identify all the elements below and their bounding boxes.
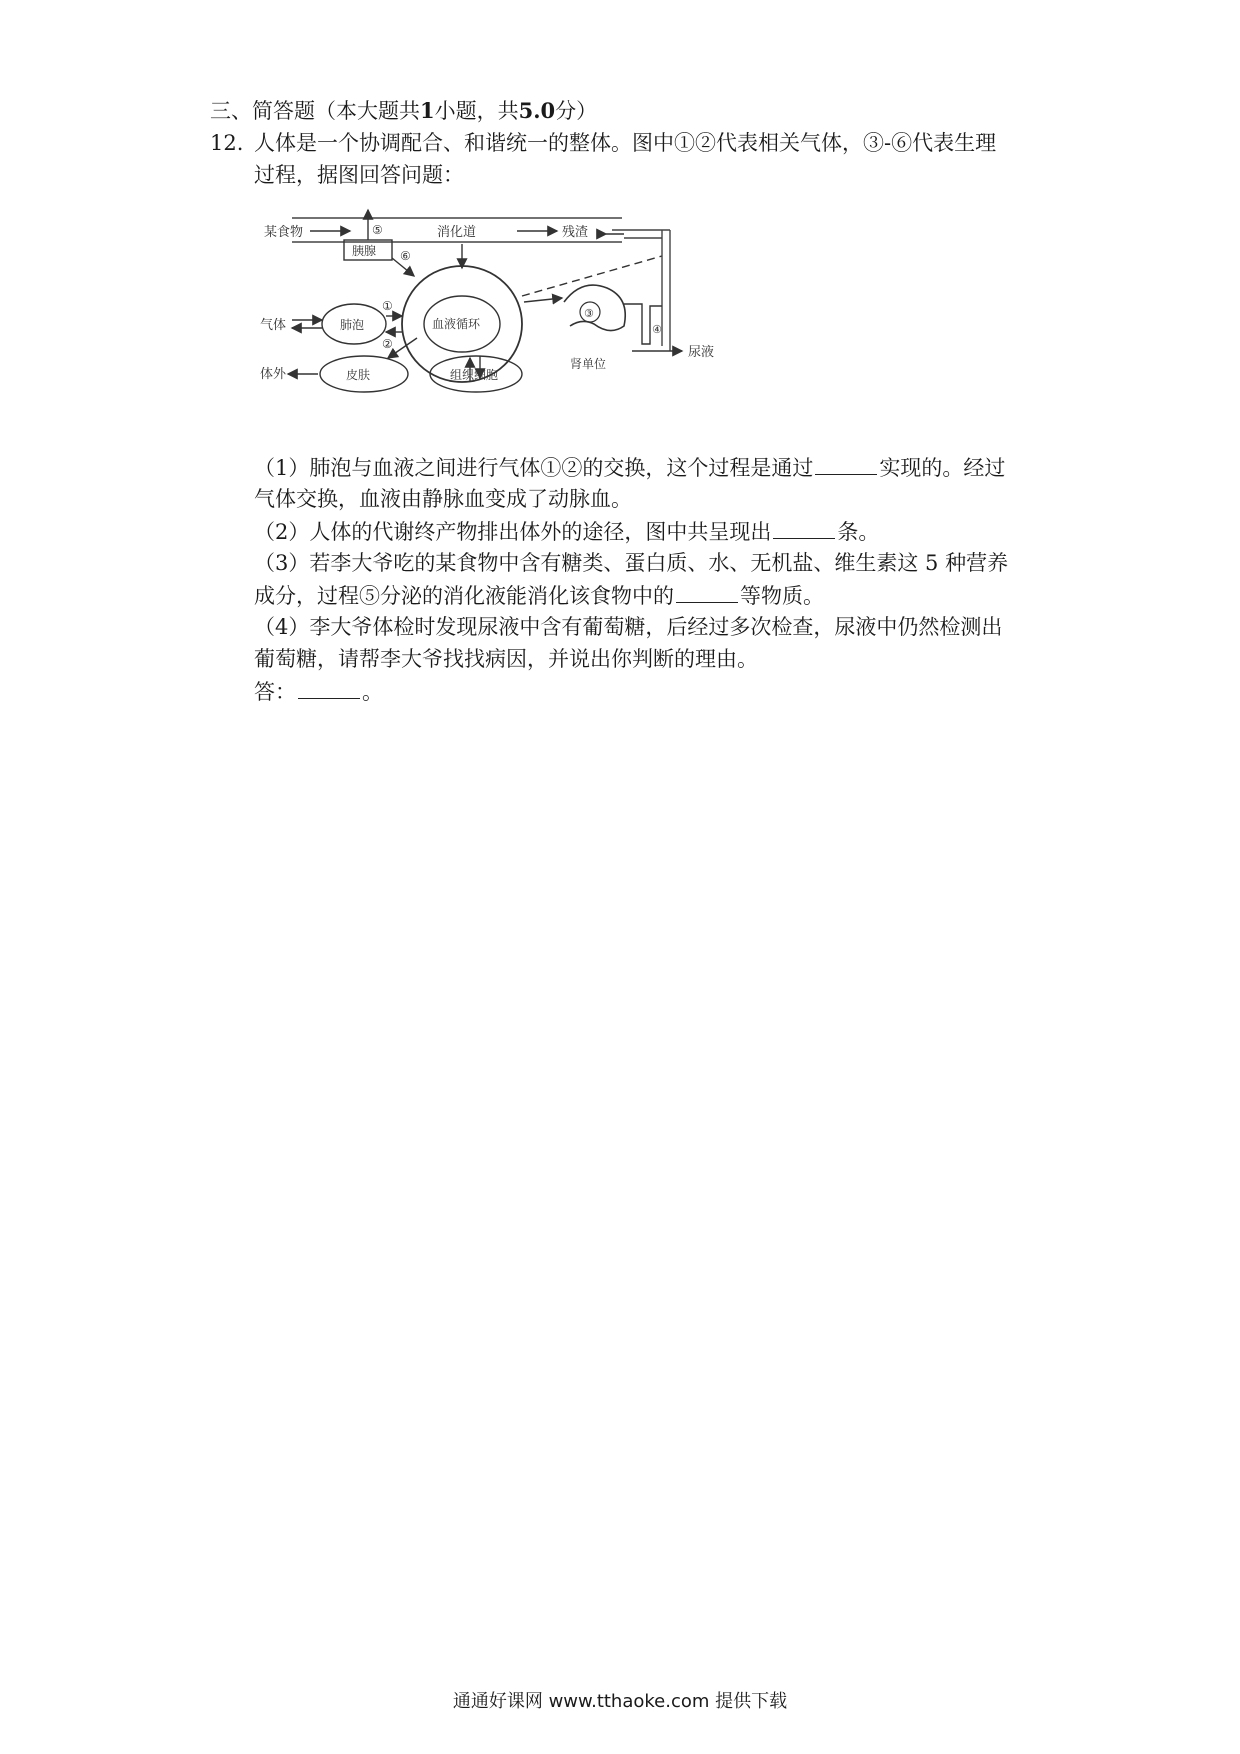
- question-stem-line1: 人体是一个协调配合、和谐统一的整体。图中①②代表相关气体，③-⑥代表生理: [254, 131, 997, 155]
- q1-text-c: 气体交换，血液由静脉血变成了动脉血。: [254, 487, 632, 511]
- section-prefix: 三、简答题（本大题共: [210, 99, 420, 123]
- label-food: 某食物: [264, 225, 304, 240]
- subquestion-4: （4）李大爷体检时发现尿液中含有葡萄糖，后经过多次检查，尿液中仍然检测出: [254, 615, 1003, 639]
- question-stem-line2: 过程，据图回答问题：: [254, 163, 464, 187]
- label-residue: 残渣: [562, 225, 589, 240]
- subquestion-3: （3）若李大爷吃的某食物中含有糖类、蛋白质、水、无机盐、维生素这 5 种营养: [254, 551, 1009, 575]
- section-heading: [210, 96, 597, 126]
- q4-answer-blank[interactable]: [298, 676, 360, 699]
- answer-end: 。: [362, 680, 383, 704]
- label-n3: ③: [584, 307, 594, 320]
- label-n1: ①: [382, 299, 393, 313]
- q3-text-c: 等物质。: [740, 584, 824, 608]
- label-outside: 体外: [260, 367, 287, 382]
- subquestion-2: [254, 516, 879, 547]
- label-gas: 气体: [260, 318, 287, 333]
- section-suffix: 分）: [555, 99, 598, 123]
- label-digestive-tract: 消化道: [437, 225, 477, 240]
- q1-text-a: （1）肺泡与血液之间进行气体①②的交换，这个过程是通过: [254, 456, 814, 480]
- label-n5: ⑤: [372, 223, 383, 237]
- page-footer: 通通好课网 www.tthaoke.com 提供下载: [452, 1691, 788, 1712]
- section-mid: 小题，共: [434, 99, 519, 123]
- answer-label: 答：: [254, 680, 296, 704]
- q3-text-b: 成分，过程⑤分泌的消化液能消化该食物中的: [254, 584, 674, 608]
- label-urine: 尿液: [688, 345, 715, 360]
- subquestion-1: [254, 452, 1005, 483]
- q1-text-b: 实现的。经过: [879, 456, 1006, 480]
- subquestion-4-cont: 葡萄糖，请帮李大爷找找病因，并说出你判断的理由。: [254, 647, 758, 671]
- label-n6: ⑥: [400, 249, 411, 263]
- q2-text-a: （2）人体的代谢终产物排出体外的途径，图中共呈现出: [254, 520, 772, 544]
- label-tissue-cells: 组织细胞: [450, 368, 499, 382]
- answer-line: [254, 676, 383, 707]
- q2-text-b: 条。: [837, 520, 880, 544]
- q1-answer-blank[interactable]: [815, 452, 877, 475]
- q2-answer-blank[interactable]: [773, 516, 835, 539]
- label-alveoli: 肺泡: [340, 318, 365, 332]
- section-score: 5.0: [518, 98, 556, 123]
- label-skin: 皮肤: [346, 368, 371, 382]
- label-n2: ②: [382, 337, 393, 351]
- question-count: 1: [420, 98, 435, 123]
- label-pancreas: 胰腺: [352, 244, 377, 258]
- question-number: 12.: [210, 131, 244, 155]
- label-blood-circulation: 血液循环: [432, 317, 481, 331]
- label-n4: ④: [652, 323, 662, 336]
- q3-answer-blank[interactable]: [676, 580, 738, 603]
- subquestion-3-cont: [254, 580, 824, 611]
- label-kidney-unit: 肾单位: [570, 357, 607, 371]
- kidney-glomerulus: [564, 285, 625, 330]
- body-system-diagram: [252, 206, 812, 442]
